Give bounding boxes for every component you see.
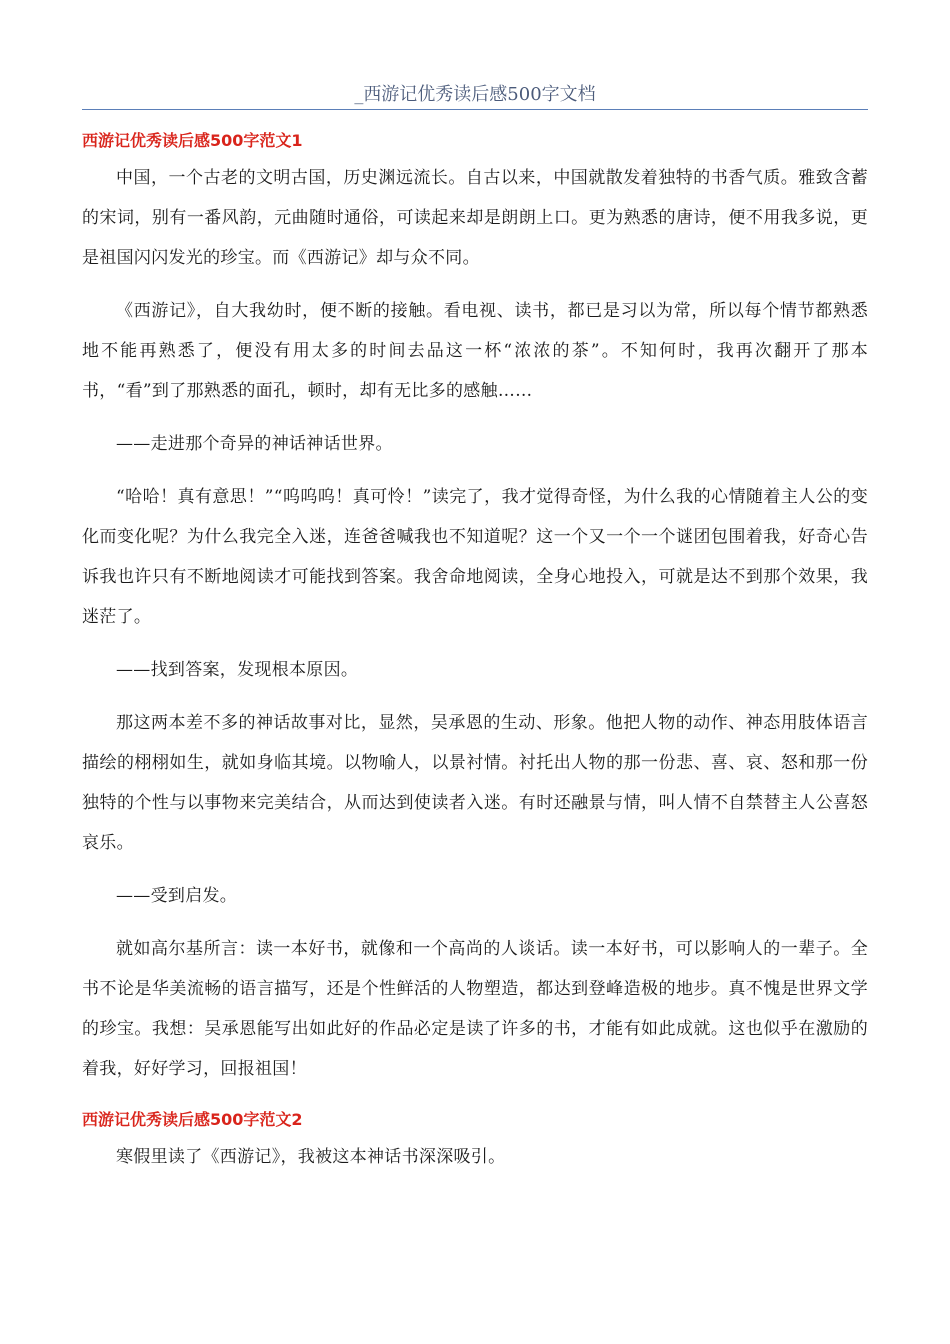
paragraph: ——受到启发。 [116,886,238,906]
section-title-2: 西游记优秀读后感500字范文2 [82,1110,303,1129]
page-header-title: _西游记优秀读后感500字文档 [354,84,596,105]
paragraph: 中国，一个古老的文明古国，历史渊远流长。自古以来，中国就散发着独特的书香气质。雅致含蓄的宋词，别有一番风韵，元曲随时通俗，可读起来却是朗朗上口。更为熟悉的唐诗，便不用我多说，更是祖国闪闪发光的珍宝。而《西游记》却与众不同。 [82,168,868,268]
section-title-1: 西游记优秀读后感500字范文1 [82,131,303,150]
paragraph: 寒假里读了《西游记》，我被这本神话书深深吸引。 [116,1147,506,1167]
header-divider [82,109,868,110]
paragraph: “哈哈！真有意思！”“呜呜呜！真可怜！”读完了，我才觉得奇怪，为什么我的心情随着主人公的变化而变化呢？为什么我完全入迷，连爸爸喊我也不知道呢？这一个又一个一个谜团包围着我，好奇心告诉我也许只有不断地阅读才可能找到答案。我舍命地阅读，全身心地投入，可就是达不到那个效果，我迷茫了。 [82,487,868,627]
paragraph: ——走进那个奇异的神话神话世界。 [116,434,393,454]
paragraph: 那这两本差不多的神话故事对比，显然，吴承恩的生动、形象。他把人物的动作、神态用肢体语言描绘的栩栩如生，就如身临其境。以物喻人，以景衬情。衬托出人物的那一份悲、喜、哀、怒和那一份独特的个性与以事物来完美结合，从而达到使读者入迷。有时还融景与情，叫人情不自禁替主人公喜怒哀乐。 [82,713,868,853]
paragraph: ——找到答案，发现根本原因。 [116,660,359,680]
paragraph: 《西游记》，自大我幼时，便不断的接触。看电视、读书，都已是习以为常，所以每个情节都熟悉地不能再熟悉了，便没有用太多的时间去品这一杯“浓浓的茶”。不知何时，我再次翻开了那本书，“看”到了那熟悉的面孔，顿时，却有无比多的感触…… [82,301,868,401]
paragraph: 就如高尔基所言：读一本好书，就像和一个高尚的人谈话。读一本好书，可以影响人的一辈子。全书不论是华美流畅的语言描写，还是个性鲜活的人物塑造，都达到登峰造极的地步。真不愧是世界文学的珍宝。我想：吴承恩能写出如此好的作品必定是读了许多的书，才能有如此成就。这也似乎在激励的着我，好好学习，回报祖国！ [82,939,868,1079]
document-body [82,124,868,1177]
